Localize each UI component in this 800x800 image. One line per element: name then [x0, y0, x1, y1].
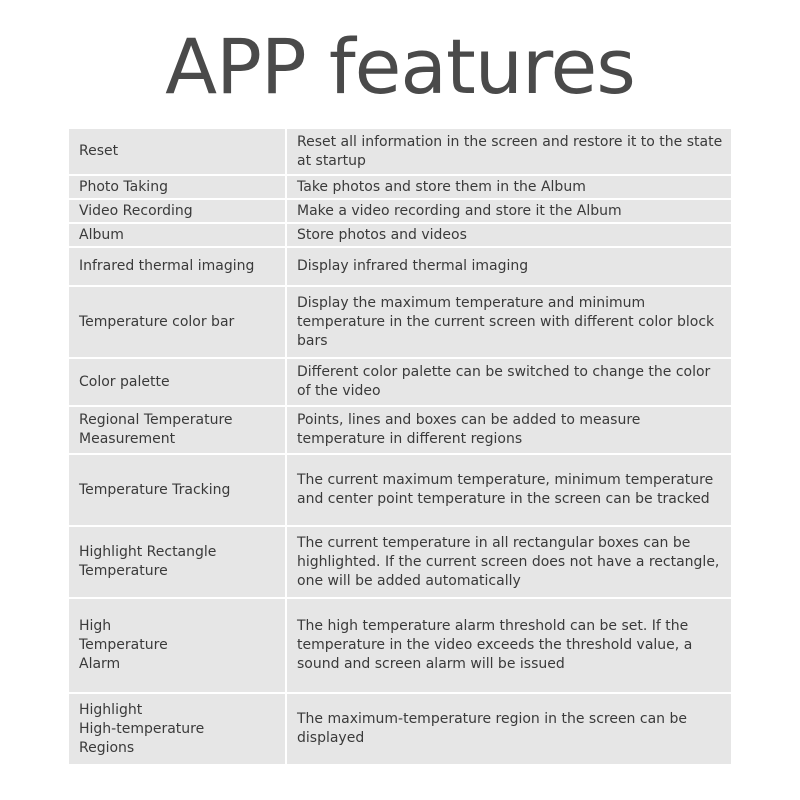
feature-name-cell: Temperature Tracking: [68, 454, 286, 526]
feature-description-cell: Different color palette can be switched to change the color of the video: [286, 358, 732, 406]
feature-name-cell: Reset: [68, 128, 286, 175]
table-row: [68, 454, 732, 526]
table-row: [68, 199, 732, 223]
feature-description-cell: The high temperature alarm threshold can be set. If the temperature in the video exceeds the threshold value, a sound and screen alarm will be issued: [286, 598, 732, 693]
feature-name-cell: Photo Taking: [68, 175, 286, 199]
feature-description-cell: The maximum-temperature region in the screen can be displayed: [286, 693, 732, 765]
features-table-body: [68, 128, 732, 765]
feature-description-cell: Display the maximum temperature and minimum temperature in the current screen with different color block bars: [286, 286, 732, 358]
table-row: [68, 223, 732, 247]
page-title: APP features: [165, 22, 635, 111]
table-row: [68, 128, 732, 175]
feature-name-cell: Color palette: [68, 358, 286, 406]
feature-description-cell: Take photos and store them in the Album: [286, 175, 732, 199]
feature-description-cell: The current temperature in all rectangular boxes can be highlighted. If the current screen does not have a rectangle, one will be added automatically: [286, 526, 732, 598]
feature-name-cell: Highlight High-temperature Regions: [68, 693, 286, 765]
feature-name-cell: Album: [68, 223, 286, 247]
feature-description-cell: Points, lines and boxes can be added to measure temperature in different regions: [286, 406, 732, 454]
feature-name-cell: Regional Temperature Measurement: [68, 406, 286, 454]
table-row: [68, 526, 732, 598]
feature-description-cell: Display infrared thermal imaging: [286, 247, 732, 286]
table-row: [68, 406, 732, 454]
table-row: [68, 175, 732, 199]
feature-name-cell: Video Recording: [68, 199, 286, 223]
feature-name-cell: Temperature color bar: [68, 286, 286, 358]
features-table: [67, 127, 733, 766]
table-row: [68, 247, 732, 286]
table-row: [68, 693, 732, 765]
table-row: [68, 358, 732, 406]
feature-description-cell: The current maximum temperature, minimum temperature and center point temperature in the screen can be tracked: [286, 454, 732, 526]
feature-description-cell: Store photos and videos: [286, 223, 732, 247]
feature-name-cell: Highlight Rectangle Temperature: [68, 526, 286, 598]
feature-description-cell: Make a video recording and store it the Album: [286, 199, 732, 223]
feature-name-cell: Infrared thermal imaging: [68, 247, 286, 286]
table-row: [68, 598, 732, 693]
feature-description-cell: Reset all information in the screen and restore it to the state at startup: [286, 128, 732, 175]
table-row: [68, 286, 732, 358]
feature-name-cell: High Temperature Alarm: [68, 598, 286, 693]
